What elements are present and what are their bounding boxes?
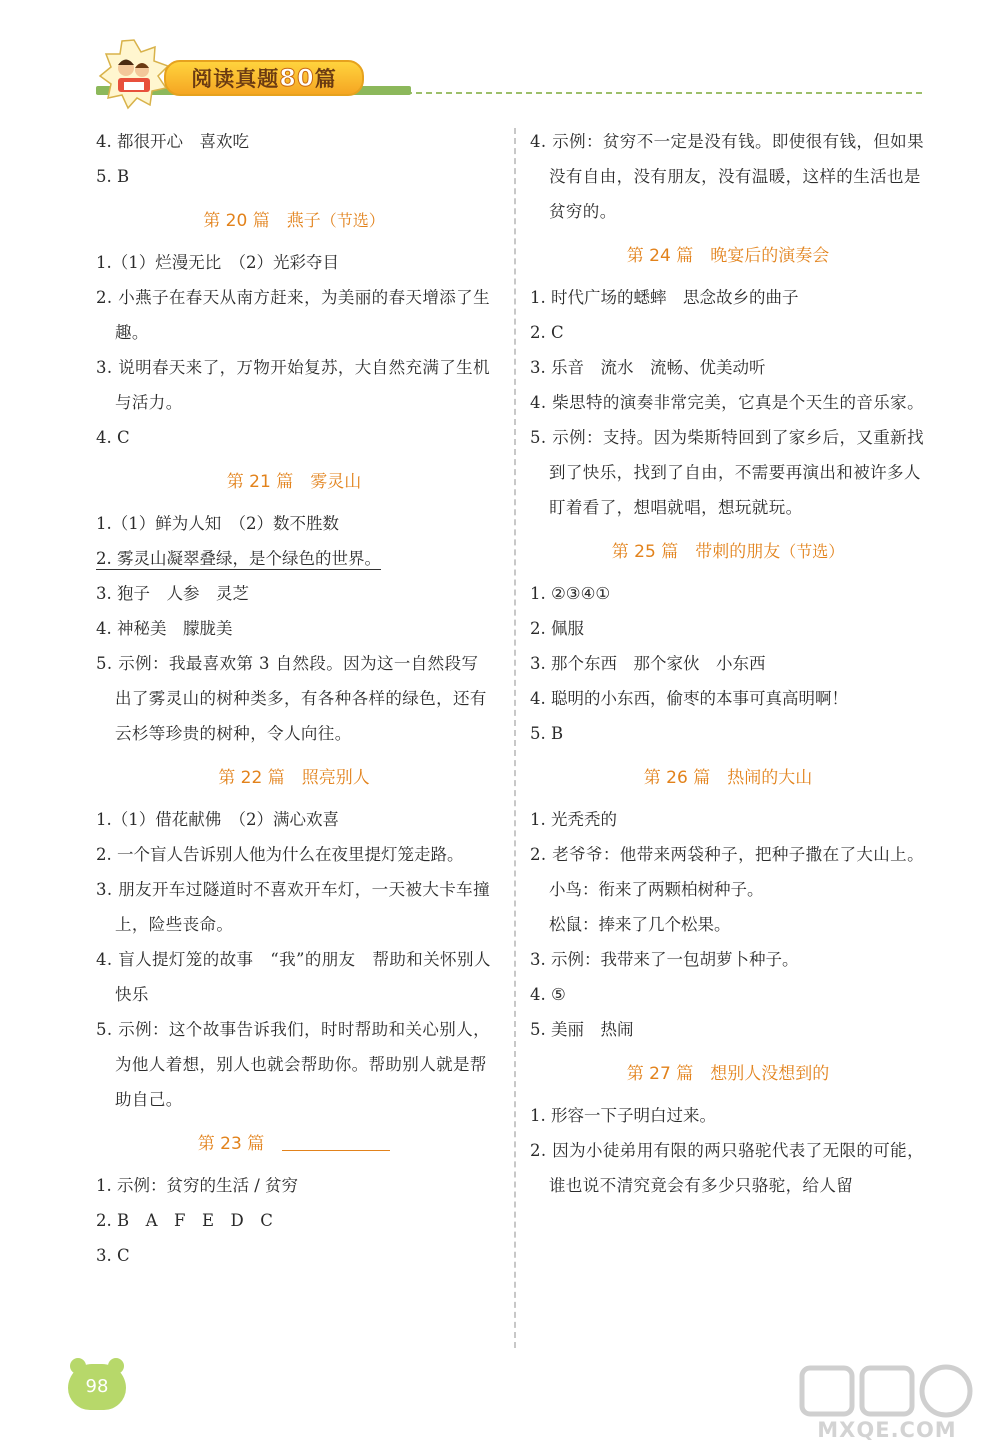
section-title-27: [530, 1059, 926, 1089]
section-title-25: [530, 537, 926, 567]
answer-item: 3. 那个东西 那个家伙 小东西: [530, 654, 766, 673]
right-column: [530, 124, 926, 1203]
column-divider: [514, 128, 516, 1348]
answer-item: 5. 示例：我最喜欢第 3 自然段。因为这一自然段写出了雾灵山的树种类多，有各种各样的绿色，还有云杉等珍贵的树种，令人向往。: [96, 654, 487, 743]
section-title-text: 第 22 篇 照亮别人: [218, 768, 370, 788]
section-title-26: [530, 763, 926, 793]
answer-item: 1. ②③④①: [530, 584, 611, 603]
answer-item: 3. 说明春天来了，万物开始复苏，大自然充满了生机与活力。: [96, 358, 490, 412]
watermark: [798, 1362, 976, 1450]
section-title-23: [96, 1129, 492, 1159]
section-title-text: 第 20 篇 燕子: [203, 211, 321, 231]
answer-item: 4. 都很开心 喜欢吃: [96, 132, 249, 151]
section-title-text: 第 25 篇 带刺的朋友: [611, 542, 781, 562]
answer-item: 1. 形容一下子明白过来。: [530, 1106, 716, 1125]
reading-kids-icon: [98, 38, 170, 110]
answer-item: 4. ⑤: [530, 985, 566, 1004]
watermark-text: MXQE.COM: [817, 1418, 957, 1442]
section-title-22: [96, 763, 492, 793]
page-number: 98: [68, 1364, 126, 1410]
left-column: [96, 124, 508, 1273]
answer-item: 松鼠：捧来了几个松果。: [549, 915, 731, 934]
answer-item: 2. C: [530, 323, 564, 342]
answer-item: 4. 神秘美 朦胧美: [96, 619, 233, 638]
title-suffix: 篇: [314, 67, 337, 91]
section-title-text: 第 26 篇 热闹的大山: [643, 768, 813, 788]
title-text: 阅读真题: [191, 67, 280, 91]
answer-item: 1. 光秃秃的: [530, 810, 617, 829]
answer-item: 3. C: [96, 1246, 130, 1265]
underlined-answer: 2. 雾灵山凝翠叠绿，是个绿色的世界。: [96, 549, 381, 568]
answer-item: 3. 狍子 人参 灵芝: [96, 584, 249, 603]
section-title-20: [96, 206, 492, 236]
answer-item: 3. 乐音 流水 流畅、优美动听: [530, 358, 766, 377]
section-title-text: 第 27 篇 想别人没想到的: [626, 1064, 830, 1084]
answer-item-underlined: [96, 541, 492, 576]
answer-item: 4. 示例：贫穷不一定是没有钱。即使很有钱，但如果没有自由，没有朋友，没有温暖，这样的生活也是贫穷的。: [530, 132, 924, 221]
answer-item: 1. 时代广场的蟋蟀 思念故乡的曲子: [530, 288, 799, 307]
section-note: （节选）: [320, 211, 385, 230]
answer-item: 2. 老爷爷：他带来两袋种子，把种子撒在了大山上。: [530, 845, 924, 864]
answer-item: 5. 美丽 热闹: [530, 1020, 634, 1039]
answer-item: 2. 因为小徒弟用有限的两只骆驼代表了无限的可能，谁也说不清究竟会有多少只骆驼，给人留: [530, 1141, 924, 1195]
answer-item: 1.（1）烂漫无比 （2）光彩夺目: [96, 253, 339, 272]
section-title-text: 第 23 篇: [197, 1134, 265, 1154]
answer-item: 小鸟：衔来了两颗柏树种子。: [549, 880, 764, 899]
section-title-text: 第 21 篇 雾灵山: [226, 472, 362, 492]
section-title-21: [96, 467, 492, 497]
book-series-title: [164, 60, 364, 96]
page-header: [0, 0, 1000, 110]
watermark-logo-icon: [798, 1362, 976, 1418]
title-blank-line: [282, 1132, 390, 1151]
answer-item: 3. 朋友开车过隧道时不喜欢开车灯，一天被大卡车撞上，险些丧命。: [96, 880, 490, 934]
answer-item: 5. B: [530, 724, 564, 743]
answer-item: 2. 一个盲人告诉别人他为什么在夜里提灯笼走路。: [96, 845, 464, 864]
answer-item: 4. 盲人提灯笼的故事 “我”的朋友 帮助和关怀别人 快乐: [96, 950, 508, 1004]
answer-item: 2. 佩服: [530, 619, 584, 638]
answer-item: 3. 示例：我带来了一包胡萝卜种子。: [530, 950, 799, 969]
section-note: （节选）: [780, 542, 845, 561]
answer-item: 4. C: [96, 428, 130, 447]
section-title-24: [530, 241, 926, 271]
answer-item: 1.（1）鲜为人知 （2）数不胜数: [96, 514, 339, 533]
answer-item: 5. 示例：支持。因为柴斯特回到了家乡后，又重新找到了快乐，找到了自由，不需要再演出和被许多人盯着看了，想唱就唱，想玩就玩。: [530, 428, 924, 517]
section-title-text: 第 24 篇 晚宴后的演奏会: [626, 246, 830, 266]
title-number: 80: [279, 64, 315, 92]
answer-item: 5. 示例：这个故事告诉我们，时时帮助和关心别人，为他人着想，别人也就会帮助你。帮助别人就是帮助自己。: [96, 1020, 490, 1109]
answer-item: 1.（1）借花献佛 （2）满心欢喜: [96, 810, 339, 829]
answer-item: 1. 示例：贫穷的生活 / 贫穷: [96, 1176, 299, 1195]
answer-item: 4. 聪明的小东西，偷枣的本事可真高明啊！: [530, 689, 848, 708]
answer-item: 2. B A F E D C: [96, 1211, 273, 1230]
answer-item: 4. 柴思特的演奏非常完美，它真是个天生的音乐家。: [530, 393, 924, 412]
answer-item: 2. 小燕子在春天从南方赶来，为美丽的春天增添了生趣。: [96, 288, 490, 342]
answer-item: 5. B: [96, 167, 130, 186]
